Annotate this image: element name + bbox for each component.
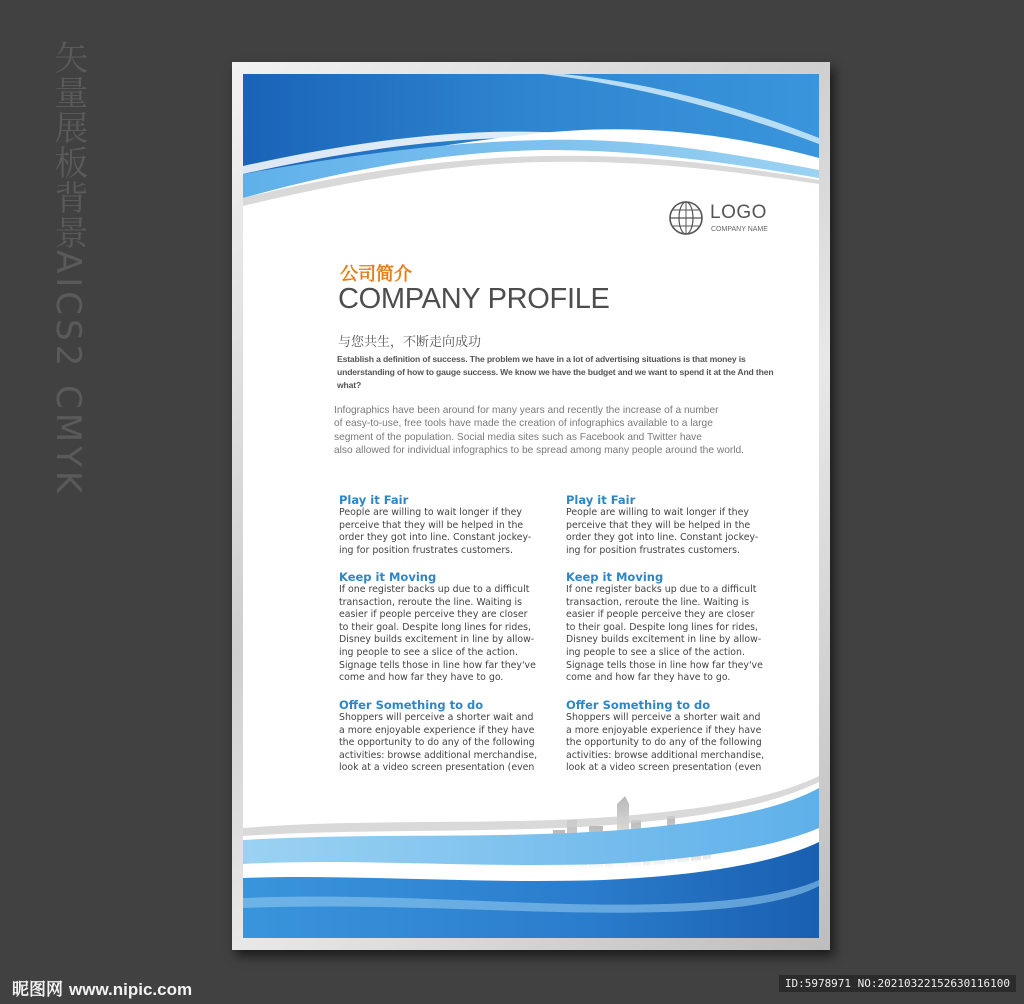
section-heading: Keep it Moving bbox=[566, 570, 664, 584]
body-line: the opportunity to do any of the following bbox=[566, 737, 762, 749]
section-heading: Offer Something to do bbox=[566, 698, 711, 712]
body-line: If one register backs up due to a difficult bbox=[339, 584, 530, 595]
body-line: order they got into line. Constant jockey- bbox=[566, 532, 759, 544]
lead-paragraph: Establish a definition of success. The problem we have in a lot of advertising situations is that money is understanding of how to gauge success. We know we have the budget and we want to spend it at the And then what? bbox=[337, 354, 774, 390]
globe-icon bbox=[668, 200, 704, 236]
side-label-en: AICS2 CMYK bbox=[48, 250, 88, 498]
footer-brand bbox=[12, 975, 192, 1000]
section-body bbox=[339, 507, 554, 557]
section-heading: Play it Fair bbox=[566, 493, 636, 507]
title-cn: 公司简介 bbox=[340, 264, 412, 285]
poster-board bbox=[243, 74, 819, 938]
body-line: Signage tells those in line how far they've bbox=[339, 659, 536, 671]
body-line: ing people to see a slice of the action. bbox=[339, 646, 518, 658]
footer-brand-name: 昵图网 bbox=[12, 980, 63, 1000]
side-label-cn: 矢量展板背景 bbox=[48, 40, 88, 250]
intro-line: Infographics have been around for many years and recently the increase of a number bbox=[334, 405, 719, 416]
intro-paragraph bbox=[334, 404, 794, 458]
body-line: Signage tells those in line how far they've bbox=[566, 659, 763, 671]
section-heading: Offer Something to do bbox=[339, 698, 484, 712]
section-heading: Keep it Moving bbox=[339, 570, 437, 584]
bottom-wave-decoration bbox=[243, 768, 819, 938]
company-logo bbox=[668, 198, 788, 242]
logo-text: LOGO bbox=[710, 202, 767, 223]
body-line: look at a video screen presentation (even bbox=[339, 762, 535, 774]
footer-site-link[interactable]: www.nipic.com bbox=[69, 980, 193, 999]
section-keep-it-moving-left bbox=[339, 570, 554, 685]
section-keep-it-moving-right bbox=[566, 570, 781, 685]
body-line: perceive that they will be helped in the bbox=[339, 519, 524, 531]
body-line: a more enjoyable experience if they have bbox=[566, 724, 762, 736]
section-play-it-fair-left bbox=[339, 493, 554, 557]
footer-image-id: ID:5978971 NO:20210322152630116100 bbox=[779, 975, 1016, 992]
body-line: ing for position frustrates customers. bbox=[339, 544, 514, 556]
section-body bbox=[566, 712, 781, 775]
body-line: activities: browse additional merchandise, bbox=[339, 749, 538, 761]
body-line: Shoppers will perceive a shorter wait and bbox=[339, 712, 534, 723]
body-line: activities: browse additional merchandise, bbox=[566, 749, 765, 761]
section-body bbox=[566, 584, 781, 685]
body-line: Disney builds excitement in line by allow- bbox=[566, 634, 762, 646]
body-line: look at a video screen presentation (even bbox=[566, 762, 762, 774]
body-line: ing people to see a slice of the action. bbox=[566, 646, 745, 658]
slogan: 与您共生，不断走向成功 bbox=[338, 335, 482, 350]
body-line: perceive that they will be helped in the bbox=[566, 519, 751, 531]
body-line: to their goal. Despite long lines for rides, bbox=[566, 621, 758, 633]
body-line: come and how far they have to go. bbox=[339, 672, 504, 684]
body-line: People are willing to wait longer if they bbox=[339, 507, 522, 518]
body-line: easier if people perceive they are closer bbox=[566, 609, 755, 621]
intro-line: also allowed for individual infographics to be spread among many people around the world. bbox=[334, 445, 745, 457]
body-line: come and how far they have to go. bbox=[566, 672, 731, 684]
body-line: transaction, reroute the line. Waiting is bbox=[339, 596, 522, 608]
body-line: ing for position frustrates customers. bbox=[566, 544, 741, 556]
section-body bbox=[339, 712, 554, 775]
body-line: People are willing to wait longer if they bbox=[566, 507, 749, 518]
body-line: a more enjoyable experience if they have bbox=[339, 724, 535, 736]
section-offer-something-right bbox=[566, 698, 781, 775]
body-line: transaction, reroute the line. Waiting is bbox=[566, 596, 749, 608]
intro-line: segment of the population. Social media sites such as Facebook and Twitter have bbox=[334, 431, 702, 443]
intro-line: of easy-to-use, free tools have made the creation of infographics available to a large bbox=[334, 418, 713, 430]
body-line: If one register backs up due to a difficult bbox=[566, 584, 757, 595]
body-line: Disney builds excitement in line by allow- bbox=[339, 634, 535, 646]
section-body bbox=[566, 507, 781, 557]
side-watermark-label bbox=[48, 40, 88, 497]
body-line: to their goal. Despite long lines for rides, bbox=[339, 621, 531, 633]
section-offer-something-left bbox=[339, 698, 554, 775]
title-en: COMPANY PROFILE bbox=[338, 283, 610, 315]
section-body bbox=[339, 584, 554, 685]
body-line: Shoppers will perceive a shorter wait and bbox=[566, 712, 761, 723]
logo-company-name: COMPANY NAME bbox=[711, 226, 768, 233]
section-play-it-fair-right bbox=[566, 493, 781, 557]
body-line: the opportunity to do any of the following bbox=[339, 737, 535, 749]
body-line: order they got into line. Constant jockey- bbox=[339, 532, 532, 544]
body-line: easier if people perceive they are closer bbox=[339, 609, 528, 621]
section-heading: Play it Fair bbox=[339, 493, 409, 507]
